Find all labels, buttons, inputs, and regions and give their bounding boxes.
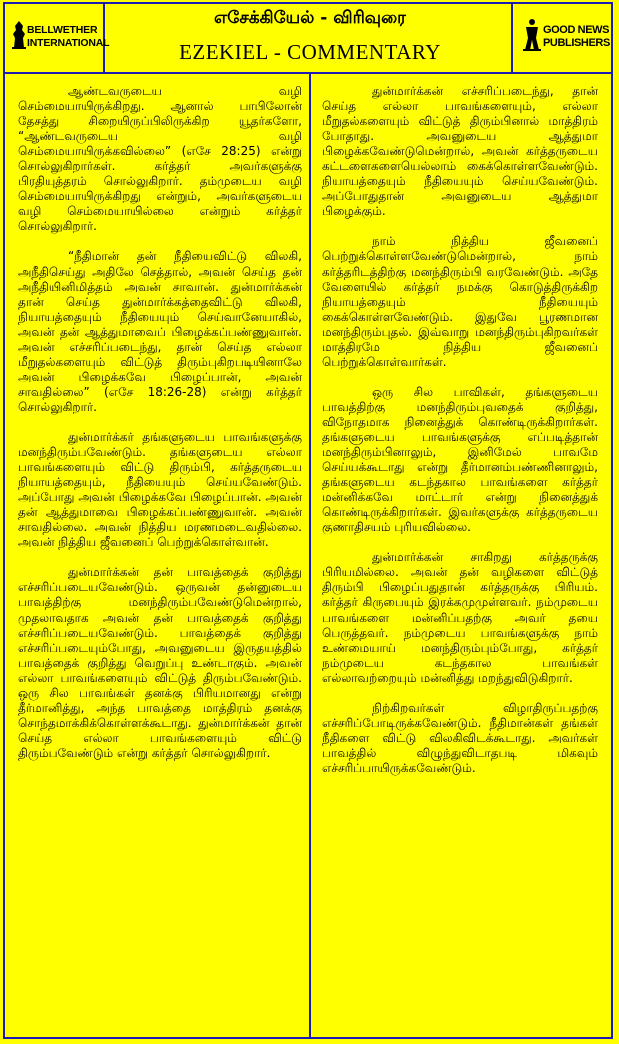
bellwether-ram-icon: [11, 20, 27, 50]
good-news-logo: [511, 2, 613, 72]
bellwether-logo: [3, 2, 110, 72]
good-news-logo-text: GOOD NEWS PUBLISHERS: [543, 24, 610, 49]
page-header: [3, 2, 613, 74]
paragraph: ஒரு சில பாவிகள், தங்களுடைய பாவத்திற்கு மனந்திரும்புவதைக் குறித்து, விநோதமாக நினைத்துக் கொண்டிருக்கிறார்கள். தங்களுடைய பாவங்களுக்கு எப்படித்தான் மனந்திரும்பினாலும், இனிமேல் பாவமே செய்யக்கூடாது என்று தீர்மானம்பண்ணினாலும், தங்களுடைய கடந்தகால பாவங்களை கர்த்தர் மன்னிக்கவே மாட்டார் என்று நினைத்துக் கொண்டிருக்கிறார்கள். இவர்களுக்கு கர்த்தருடைய குணாதிசயம் புரியவில்லை.: [322, 384, 598, 535]
paragraph: துன்மார்க்கன் தன் பாவத்தைக் குறித்து எச்சரிப்படையவேண்டும். ஒருவன் தன்னுடைய பாவத்திற்கு மனந்திரும்பவேண்டுமென்றால், முதலாவதாக அவன் தன் பாவத்தைக் குறித்து எச்சரிப்படையவேண்டும். பாவத்தைக் குறித்து எச்சரிப்படையும்போது, அவனுடைய இருதயத்தில் பாவத்தைக் குறித்து வெறுப்பு உண்டாகும். அவன் எல்லா பாவங்களையும் விட்டுத் திரும்பவேண்டும். ஒரு சில பாவங்கள் தனக்கு பிரியமானது என்று தீர்மானித்து, அந்த பாவத்தை மாத்திரம் தனக்கு சொந்தமாக்கிக்கொள்ளக்கூடாது. துன்மார்க்கன் தான் செய்த எல்லா பாவங்களையும் விட்டு திரும்பவேண்டும் என்று கர்த்தர் சொல்லுகிறார்.: [18, 565, 302, 760]
right-column: [322, 84, 598, 791]
paragraph: நாம் நித்திய ஜீவனைப் பெற்றுக்கொள்ளவேண்டுமென்றால், நாம் கர்த்தரிடத்திற்கு மனந்திரும்பி வரவேண்டும். அதே வேளையில் கர்த்தர் நமக்கு கொடுத்திருக்கிற நியாயத்தையும் நீதியையும் கைக்கொள்ளவேண்டும். இதுவே பூரணமான மனந்திரும்புதல். இவ்வாறு மனந்திரும்புகிறவர்கள் மாத்திரமே நித்திய ஜீவனைப் பெற்றுக்கொள்வார்கள்.: [322, 234, 598, 369]
left-column: [18, 84, 302, 776]
paragraph: துன்மார்க்கர் தங்களுடைய பாவங்களுக்கு மனந்திரும்பவேண்டும். தங்களுடைய எல்லா பாவங்களையும் விட்டு திரும்பி, கர்த்தருடைய நியாயத்தையும், நீதியையும் செய்யவேண்டும். அப்போது அவன் பிழைக்கவே பிழைப்பான். அவன் தன் ஆத்துமாவை பிழைக்கப்பண்ணுவான். அவன் சாவதில்லை. அவன் நித்திய மரணமடைவதில்லை. அவன் நித்திய ஜீவனைப் பெற்றுக்கொள்வான்.: [18, 429, 302, 550]
page-title-tamil: எசேக்கியேல் - விரிவுரை: [214, 8, 406, 28]
page-title-english: EZEKIEL - COMMENTARY: [179, 40, 441, 64]
column-divider: [309, 74, 311, 1037]
paragraph: ஆண்டவருடைய வழி செம்மையாயிருக்கிறது. ஆனால் பாபிலோன் தேசத்து சிறையிருப்பிலிருக்கிற யூதர்களோ, “ஆண்டவருடைய வழி செம்மையாயிருக்கவில்லை” (எசே 28:25) என்று சொல்லுகிறார்கள். கர்த்தர் அவர்களுக்கு பிரதியுத்தரம் சொல்லுகிறார். தம்முடைய வழி செம்மையாயிருக்கிறது என்றும், அவர்களுடைய வழி செம்மையாயில்லை என்றும் கர்த்தர் சொல்லுகிறார்.: [18, 84, 302, 234]
paragraph: “நீதிமான் தன் நீதியைவிட்டு விலகி, அநீதிசெய்து அதிலே செத்தால், அவன் செய்த தன் அநீதியினிமித்தம் அவன் சாவான். துன்மார்க்கன் தான் செய்த துன்மார்க்கத்தைவிட்டு விலகி, நியாயத்தையும் நீதியையும் செய்வானேயாகில், அவன் தன் ஆத்துமாவைப் பிழைக்கப்பண்ணுவான். அவன் எச்சரிப்படைந்து, தான் செய்த எல்லா மீறுதல்களையும் விட்டுத் திரும்புகிறபடியினாலே அவன் பிழைக்கவே பிழைப்பான், அவன் சாவதில்லை” (எசே 18:26-28) என்று கர்த்தர் சொல்லுகிறார்.: [18, 249, 302, 414]
paragraph: நிற்கிறவர்கள் விழாதிருப்பதற்கு எச்சரிப்போடிருக்கவேண்டும். நீதிமான்கள் தங்கள் நீதிகளை விட்டு விலகிவிடக்கூடாது. அவர்கள் பாவத்தில் விழுந்துவிடாதபடி மிகவும் எச்சரிப்பாயிருக்கவேண்டும்.: [322, 700, 598, 775]
paragraph: துன்மார்க்கன் எச்சரிப்படைந்து, தான் செய்த எல்லா பாவங்களையும், எல்லா மீறுதல்களையும் விட்டுத் திரும்பினால் மாத்திரம் போதாது. அவனுடைய ஆத்துமா பிழைக்கவேண்டுமென்றால், அவன் கர்த்தருடைய கட்டளைகளையெல்லாம் கைக்கொள்ளவேண்டும். நியாயத்தையும் நீதியையும் செய்யவேண்டும். அப்போதுதான் அவனுடைய ஆத்துமா பிழைக்கும்.: [322, 84, 598, 219]
good-news-figure-icon: [523, 18, 541, 52]
bellwether-logo-text: BELLWETHER INTERNATIONAL: [27, 24, 110, 49]
paragraph: துன்மார்க்கன் சாகிறது கர்த்தருக்கு பிரியமில்லை. அவன் தன் வழிகளை விட்டுத் திரும்பி பிழைப்பதுதான் கர்த்தருக்கு பிரியம். கர்த்தர் கிருபையும் இரக்கமுமுள்ளவர். நம்முடைய பாவங்களை மன்னிப்பதற்கு அவர் தயை பெருத்தவர். நம்முடைய பாவங்களுக்கு நாம் உண்மையாய் மனந்திரும்பும்போது, கர்த்தர் நம்முடைய கடந்தகால பாவங்கள் எல்லாவற்றையும் மன்னித்து மறந்துவிடுகிறார்.: [322, 550, 598, 685]
